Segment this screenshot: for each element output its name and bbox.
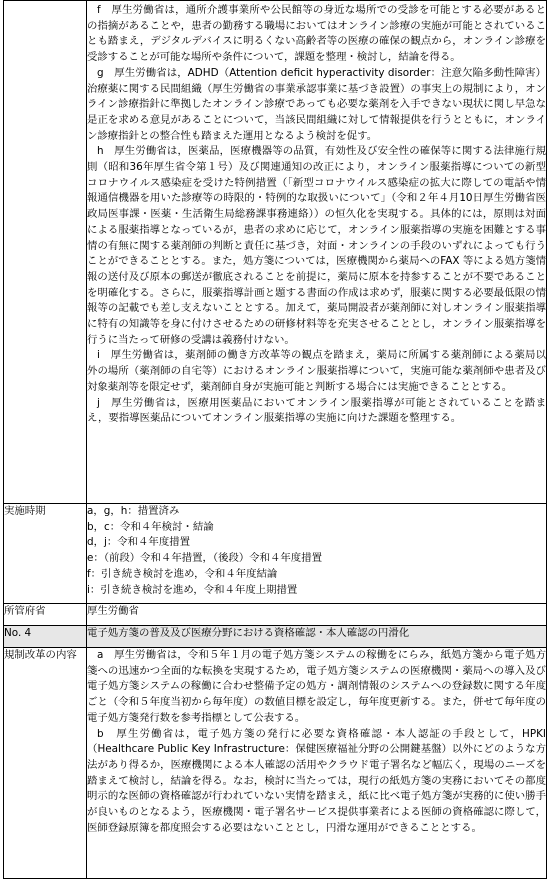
paragraph-g: g 厚生労働省は，ADHD（Attention deficit hyperactivity disorder：注意欠陥多動性障害）治療薬に関する民間組織（厚生労働省の事業承認事業に基づき設置）の事実上の規制により，オンライン診療指針に準拠したオンライン診療であっても必要な薬剤を入手できない現状に関し早急な是正を求める意見があることについて，当該民間組織に対して情報提供を行うとともに，オンライン診療指針との整合性も踏まえた運用となるよう検討を促す。 [87,66,546,142]
schedule-label: 実施時期 [4,504,87,604]
schedule-line: i：引き続き検討を進め，令和４年度上期措置 [87,583,298,596]
paragraph-h: h 厚生労働省は，医薬品，医療機器等の品質，有効性及び安全性の確保等に関する法律施行規則（昭和36年厚生省令第１号）及び関連通知の改正により，オンライン服薬指導についての新型コロナウイルス感染症を受けた特例措置（「新型コロナウイルス感染症の拡大に際しての電話や情報通信機器を用いた診療等の時限的・特例的な取扱いについて」（令和２年４月10日厚生労働省医政局医事課・医薬・生活衛生局総務課事務連絡））の恒久化を実現する。具体的には，原則は対面による服薬指導となっているが，患者の求めに応じて，オンライン服薬指導の実施を困難とする事情の有無に関する薬剤師の判断と責任に基づき，対面・オンラインの手段のいずれによっても行うことができることとする。また，処方箋については，医療機関から薬局へのFAX 等による処方箋情報の送付及び原本の郵送が徹底されることを前提に，薬局に原本を持参することが不要であることを明確化する。さらに，服薬指導計画と題する書面の作成は求めず，服薬に関する必要最低限の情報等の記載でも差し支えないこととする。加えて，薬局開設者が薬剤師に対しオンライン服薬指導に特有の知識等を身に付けさせるための研修材料等を充実させることとし，オンライン服薬指導を行うに当たって研修の受講は義務付けない。 [87,145,546,346]
ministry-value: 厚生労働省 [87,604,547,626]
continuation-row [4,1,547,504]
paragraph-f: f 厚生労働省は，通所介護事業所や公民館等の身近な場所での受診を可能とする必要があるとの指摘があることや，患者の勤務する職場においてはオンライン診療の実施が可能とされていることも踏まえ，デジタルデバイスに明るくない高齢者等の医療の確保の観点から，オンライン診療を受診することが可能な場所や条件について，課題を整理・検討し，結論を得る。 [87,4,546,64]
schedule-row [4,504,547,604]
item-header-row [4,626,547,648]
content-row [4,648,547,879]
paragraph-j: j 厚生労働省は，医療用医薬品においてオンライン服薬指導が可能とされていることを踏まえ，要指導医薬品についてオンライン服薬指導の実施に向けた課題を整理する。 [87,396,546,425]
schedule-cell [87,504,547,604]
blank-label-cell [4,1,87,504]
content-paragraph-a: a 厚生労働省は，令和５年１月の電子処方箋システムの稼働をにらみ，紙処方箋から電子処方箋への迅速かつ全面的な転換を実現するため，電子処方箋システムの医療機関・薬局への導入及び電子処方箋システムの稼働に合わせ整備予定の処方・調剤情報のシステムへの登録数に関する年度ごと（令和５年度当初から毎年度）の数値目標を設定し，毎年度更新する。また，併せて毎年度の電子処方箋発行数を参考指標として公表する。 [87,649,546,724]
regulation-table [3,0,547,879]
schedule-line: d，j：令和４年度措置 [87,536,190,549]
schedule-line: e：（前段）令和４年措置，（後段）令和４年度措置 [87,552,322,565]
content-cell [87,648,547,879]
item-number: No. 4 [4,626,87,648]
schedule-line: b，c：令和４年検討・結論 [87,520,214,533]
content-paragraph-b: b 厚生労働省は，電子処方箋の発行に必要な資格確認・本人認証の手段として，HPKI（Healthcare Public Key Infrastructure：保健医療福祉分野の公開鍵基盤）以外にどのような方法があり得るか，医療機関による本人確認の活用やクラウド電子署名など幅広く，現場のニーズを踏まえて検討し，結論を得る。なお，検討に当たっては，現行の紙処方箋の実務においてその都度明示的な医師の資格確認が行われていない実情を踏まえ，紙に比べ電子処方箋が実務的に使い勝手が良いものとなるよう，医療機関・電子署名サービス提供事業者による医師の資格確認に際して，医師登録原簿を都度照会する必要はないこととし，円滑な運用ができることとする。 [87,727,546,834]
item-title: 電子処方箋の普及及び医療分野における資格確認・本人確認の円滑化 [87,626,547,648]
paragraph-i: i 厚生労働省は，薬剤師の働き方改革等の観点を踏まえ，薬局に所属する薬剤師による薬局以外の場所（薬剤師の自宅等）におけるオンライン服薬指導について，実施可能な薬剤師や患者及び対象薬剤等を限定せず，薬剤師自身が実施可能と判断する場合には実施できることとする。 [87,349,546,393]
ministry-row [4,604,547,626]
schedule-line: f：引き続き検討を進め，令和４年度結論 [87,567,278,580]
content-label: 規制改革の内容 [4,648,87,879]
ministry-label: 所管府省 [4,604,87,626]
schedule-line: a，g，h：措置済み [87,505,180,517]
measures-cell [87,1,547,504]
